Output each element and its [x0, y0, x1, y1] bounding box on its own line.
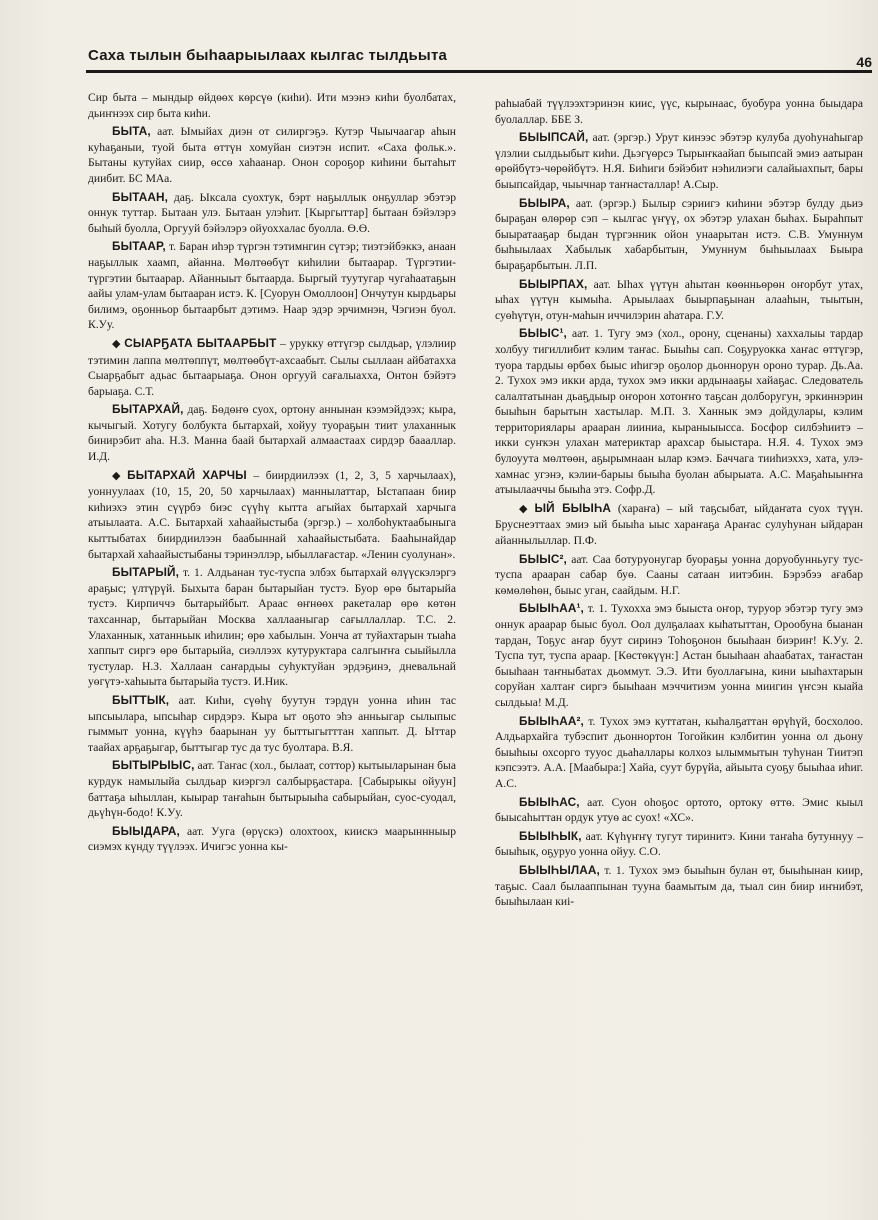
- entry-text: аат. 1. Тугу эмэ (хол., орону, сценаны) хаххалыы тардар холбуу тигиллибит кэлим таҥас. Быыһы сап. Соҕуруокка хаҥас өттүгэр, туора тардыы өрбөх быыс иһигэр оҕолор дьоннорун ороно турар. Дь.Аа. 2. Тухох эмэ икки арда, тухох эмэ икки ардынааҕы хайаҕас. Следователь салалтатынан дьаҕдыыр оҥорон хотоҥҥо таҕсан долборугун, эркиннэрин быыһын барытын хастылар. М.П. 3. Ханнык эмэ дойдулары, кэлим территориялары арааран лииниа, кыраныыысса. Босфор силбэһиитэ – икки суҥкэн улахан материктар арахсар быыстара. Н.Я. 4. Тухох эмэ булоуута мөлтөөн, аҕырымнаан ылар кэмэ. Баччага тииһиэххэ, хата, улэ-хамнас угэнэ, кэлии-барыы быыһа буолан абырыата. А.С. Маҕаһыыҥҥа атыылааччы быыһа этэ. Софр.Д.: [495, 327, 863, 497]
- entry-text: раһыабай түүлээхтэринэн киис, үүс, кырынаас, буобура уонна быыдара буолаллар. ББЕ З.: [495, 97, 863, 126]
- entry-text: – урукку өттүгэр сылдьар, үлэлиир тэтимин лаппа мөлтөппүт, мөлтөөбүт-ахсаабыт. Сылы сыллаан айбатахха Сыарҕабыт адьас бытаарыаҕа. Онон оргууй сағалыахха, Онтон бэйэтэ барыаҕа. С.Т.: [88, 336, 456, 398]
- entry-text: аат. Ууга (өрүскэ) олохтоох, киискэ маарыннныыр сиэмэх күнду түүлээх. Ичигэс уонна кы-: [88, 824, 456, 854]
- entry-text: т. Баран иһэр түргэн тэтимнгин сүтэр; тиэтэйбэккэ, анаан наҕыллык хаамп, айанна. Мөлтөөбүт киһилии бытаарар. Түргэтии-түргэтии бытаарар. Айанныыт бытаарда. Быргый туутугар чугаһаатаҕын аайы улам-улам бытааран истэ. К. [Суорун Омоллоон] Ончутун кырдьары билимэ, оҕонньор бытаарбыт дэтимэ. Наар эдэр эрчимнэн, Чэгиэн буол. К.Уу.: [88, 240, 456, 332]
- entry-text: аат. Киһи, сүөһү буутун тэрдүн уонна иһин тас ыпсыылара, ыпсыһар сирдэрэ. Кыра ыт оҕото эһэ анньыгар сылыпыс гыммыт уонна, күүһэ баарынан уу быттыгытттан хаппыт. Д. Ыттар таайах арҕаҕыгар, быттыгар тус да тус буолтара. В.Я.: [88, 693, 456, 754]
- entry-headword: БЫТЫРЫЫС,: [112, 758, 195, 773]
- entry-headword: БЫЫҺАС,: [519, 794, 580, 809]
- dictionary-entry: [88, 336, 456, 399]
- entry-headword: БЫЫҺЫК,: [519, 828, 582, 843]
- entry-headword: БЫТА,: [112, 124, 151, 139]
- dictionary-entry: [88, 402, 456, 464]
- page-header: [86, 46, 872, 73]
- dictionary-entry: [88, 239, 456, 333]
- entry-headword: БЫЫС²,: [519, 551, 567, 566]
- entry-headword: БЫЫҺАА¹,: [519, 601, 584, 616]
- dictionary-entry: [495, 196, 863, 274]
- dictionary-entry: [495, 795, 863, 826]
- diamond-icon: ◆: [519, 502, 532, 515]
- entry-text: т. Тухох эмэ куттатан, кыһалҕаттан өрүһүй, босхолоо. Алдьархайга тубэспит дьоннортон Тогойкин кэлбитин уонна ол дьону быыһыы охсорго тууос дьаһаллары колхоз ылыммытын туһунан Тиитэп кэпсээтэ. А.А. [Маабыра:] Хайа, суут бурүйа, айыыта суоҕу быыһаа иһиг. А.С.: [495, 714, 863, 790]
- dictionary-entry: [495, 601, 863, 710]
- entry-text: аат. (эргэр.) Былыр сэриигэ киһини эбэтэр булду дьиэ быраҕан өлөрөр сэп – кылгас үҥүү, ох эбэтэр улахан быһах. Быраһпыт быыратааҕар быдан түргэнник ойон унаарытан истэ. С.В. Умуннум быһыылаах Хабылык хабарбытын, Умуннум быһыылаах Быыра быраҕарбытын. Л.П.: [495, 196, 863, 272]
- entry-headword: СЫАРҔАТА БЫТААРБЫТ: [124, 335, 277, 350]
- dictionary-entry: [88, 824, 456, 855]
- diamond-icon: ◆: [112, 469, 125, 482]
- entry-text: т. 1. Тухохха эмэ быыста оҥор, туруор эбэтэр тугу эмэ оннук араарар быыс буол. Оол дулҕалаах кыһатыттан, Орообуна быанан тардан, Тоҕус аҥар буут сиринэ Тоһоҕонон быыһаан биэриҥ! К.Уу. 2. Туспа тут, туспа араар. [Көстөкүүн:] Астан быыһаан аһаабатах, таҥастан быыһаан таҥныбатах дьоммут. Э.Э. Ити буоллағына, кини ыыһахтарын соруйан халтаҥ сиргэ быыһаан мэччитиэм уонна миигин үҥсэн кыайа сылдьыа! М.Д.: [495, 602, 863, 709]
- entry-headword: БЫЫҺАА²,: [519, 713, 584, 728]
- dictionary-entry: [88, 190, 456, 237]
- entry-headword: БЫТТЫК,: [112, 692, 170, 707]
- dictionary-entry: [495, 501, 863, 549]
- dictionary-entry: [495, 714, 863, 792]
- entry-headword: ЫЙ БЫЫҺА: [534, 500, 611, 515]
- entry-text: даҕ. Ыксала суохтук, бэрт наҕыллык онҕуллар эбэтэр оннук туттар. Бытаан улэ. Бытаан улэһит. [Кыргыттар] бытаан бэйэлэрэ быһый буолла, Оргууй бэйэлэрэ ойуоххалас буолла. Ө.Ө.: [88, 190, 456, 235]
- dictionary-entry: [88, 693, 456, 755]
- entry-headword: БЫЫПСАЙ,: [519, 130, 589, 145]
- entry-headword: БЫЫҺЫЛАА,: [519, 862, 600, 877]
- diamond-icon: ◆: [112, 337, 122, 350]
- dictionary-entry: [495, 96, 863, 127]
- entry-headword: БЫЫРПАХ,: [519, 276, 588, 291]
- entry-headword: БЫЫС¹,: [519, 326, 567, 341]
- entry-headword: БЫТААН,: [112, 189, 169, 204]
- entry-text: т. 1. Алдьанан тус-туспа элбэх бытархай өлүүскэлэргэ араҕыс; үлтүрүй. Быхыта баран бытарыйан тустэ. Буор өрө бытарыйа тустэ. Кирпиччэ бытарыйбыт. Араас өҥнөөх ракеталар өрө көтөн тахсаннар, бытарыйан Москва халлааныгар сағыллаллар. Т.С. 2. Улаханнык, хатанньык иһилин; өрө хабылын. Уонча ат туйахтарын тыаһа хаппыт сиргэ өрө бытарыйа, сиэллээх кутуруктара салгыҥҥа сыыйылла тустулар. Н.З. Халлаан саҥардыы суһуктуйан эрдэҕинэ, дневальнай уөгүтэ-хаһыыта бытарыйа тустэ. И.Ник.: [88, 566, 456, 689]
- dictionary-entry: [88, 565, 456, 690]
- dictionary-entry: [88, 758, 456, 820]
- entry-text: аат. Суон оһоҕос ортото, ортоку өттө. Эмис кыыл быысаһыттан ордук утуө ас суох! «ХС».: [495, 795, 863, 825]
- entry-text: аат. Ымыйах диэн от силиргэҕэ. Кутэр Чыычаагар аһын куһаҕаныи, туой быта өттүн хомуйан сиэтэн испит. «Саха фольк.». Бытаны кутуйах сиир, өссө хаһаанар. Онон сороҕор киһини бытаһыт диибит. БС МАа.: [88, 125, 456, 185]
- dictionary-entry: [88, 124, 456, 186]
- entry-text: аат. Саа ботуруонугар буораҕы уонна доруобунньугу тус-туспа арааран сабар буө. Сааны сатаан иитэбин. Бэрэбээ ағабар көмөлөһөн, быыс уган, саайдым. Н.Г.: [495, 552, 864, 597]
- left-column: [88, 90, 456, 858]
- dictionary-entry: [88, 468, 456, 563]
- entry-headword: БЫТАРХАЙ ХАРЧЫ: [127, 467, 247, 482]
- page-number: 46: [856, 54, 872, 70]
- entry-text: (хараҥа) – ый таҕсыбат, ыйдаҥата суох түүн. Бруснеэттаах эмиэ ый быыһа ыыс хараҥаҕа Араҥас сулуһунан ыйдаран айаннылыллар. П.Ф.: [495, 501, 863, 548]
- entry-text: аат. Таҥас (хол., былаат, соттор) кытыыларынан быа курдук намылыйа сылдьар киэргэл салбырҕастара. [Сабырыкы ойуун] баттаҕа ыһыллан, кыырар таҥаһын бытырыыһа сабырыйан, суос-суодал, дьүһүн-бодо! К.Уу.: [88, 759, 456, 820]
- entry-text: аат. (эргэр.) Урут кинээс эбэтэр кулуба дуоһунаһыгар үлэлии сылдьыбыт киһи. Дьэгүөрсэ Тырыҥкаайап быыпсай эмиэ аатыран өрөйбүтэ-чөрөйбүтэ. Н.Я. Биһиги бэйэбит нэһилиэги салайыахпыт, бары быыпсайдар, чыычнар таҥнасталлар! А.Сыр.: [495, 131, 863, 191]
- right-column: [495, 96, 863, 913]
- entry-headword: БЫЫРА,: [519, 195, 570, 210]
- dictionary-entry: [88, 90, 456, 121]
- entry-text: Сир быта – мындыр өйдөөх көрсүө (киһи). Ити мээнэ киһи буолбатах, дьиҥнээх сир быта киһи.: [88, 91, 456, 120]
- running-title: Саха тылын быһаарыылаах кылгас тылдьыта: [88, 47, 448, 64]
- dictionary-entry: [495, 326, 863, 498]
- entry-headword: БЫЫДАРА,: [112, 823, 180, 838]
- entry-text: – биирдиилээх (1, 2, 3, 5 харчылаах), уоннуулаах (10, 15, 20, 50 харчылаах) маннылаттар, Ыстапаан биир киһиэхэ этин сүүрбэ биэс сүүһү кытта агыйах бытархай харчыга атыылаата. А.С. Бытархай хаһаайыстыба (эргэр.) – холбоһуктаабыныга кыттыбатах биирдиилээн баабыннай хаһаайыстыбата. Бааһынайдар бытархай хаһаайыстыбаны тэринэллэр, ыбыллағастар. «Ленин суолунан».: [88, 468, 457, 561]
- entry-text: даҕ. Бөдөҥө суох, ортону аннынан кээмэйдээх; кыра, кычыгый. Хотугу болбукта бытархай, хойуу туораҕын тиит улаханнык бинирэбит аһа. Н.З. Манна баай бытархай алмаастаах сирдэр баааллар. И.Д.: [88, 403, 456, 464]
- dictionary-entry: [495, 277, 863, 324]
- dictionary-entry: [495, 552, 863, 599]
- dictionary-entry: [495, 863, 863, 910]
- entry-text: аат. Күһүҥҥү тугут тиринитэ. Кини таҥаһа бутуннуу – быыһык, оҕуруо уонна ойуу. С.О.: [495, 829, 863, 859]
- entry-headword: БЫТАРЫЙ,: [112, 565, 179, 580]
- dictionary-entry: [495, 130, 863, 192]
- entry-headword: БЫТААР,: [112, 239, 166, 254]
- entry-text: аат. Ыhах үүтүн аһытан көөнньөрөн оҥорбут утах, ыhах үүтүн кымыһа. Арыылаах быырпаҕынан алааһын, тыытын, суөһүтүн, отун-маһын иччилэрин аһатара. Г.У.: [495, 277, 863, 322]
- entry-headword: БЫТАРХАЙ,: [112, 402, 184, 417]
- entry-text: т. 1. Тухох эмэ быыһын булан өт, быыһынан киир, таҕыс. Саал былааппынан тууна баамытым да, тыал син биир иҥнибэт, быыһылаан киi-: [495, 863, 863, 909]
- dictionary-entry: [495, 829, 863, 860]
